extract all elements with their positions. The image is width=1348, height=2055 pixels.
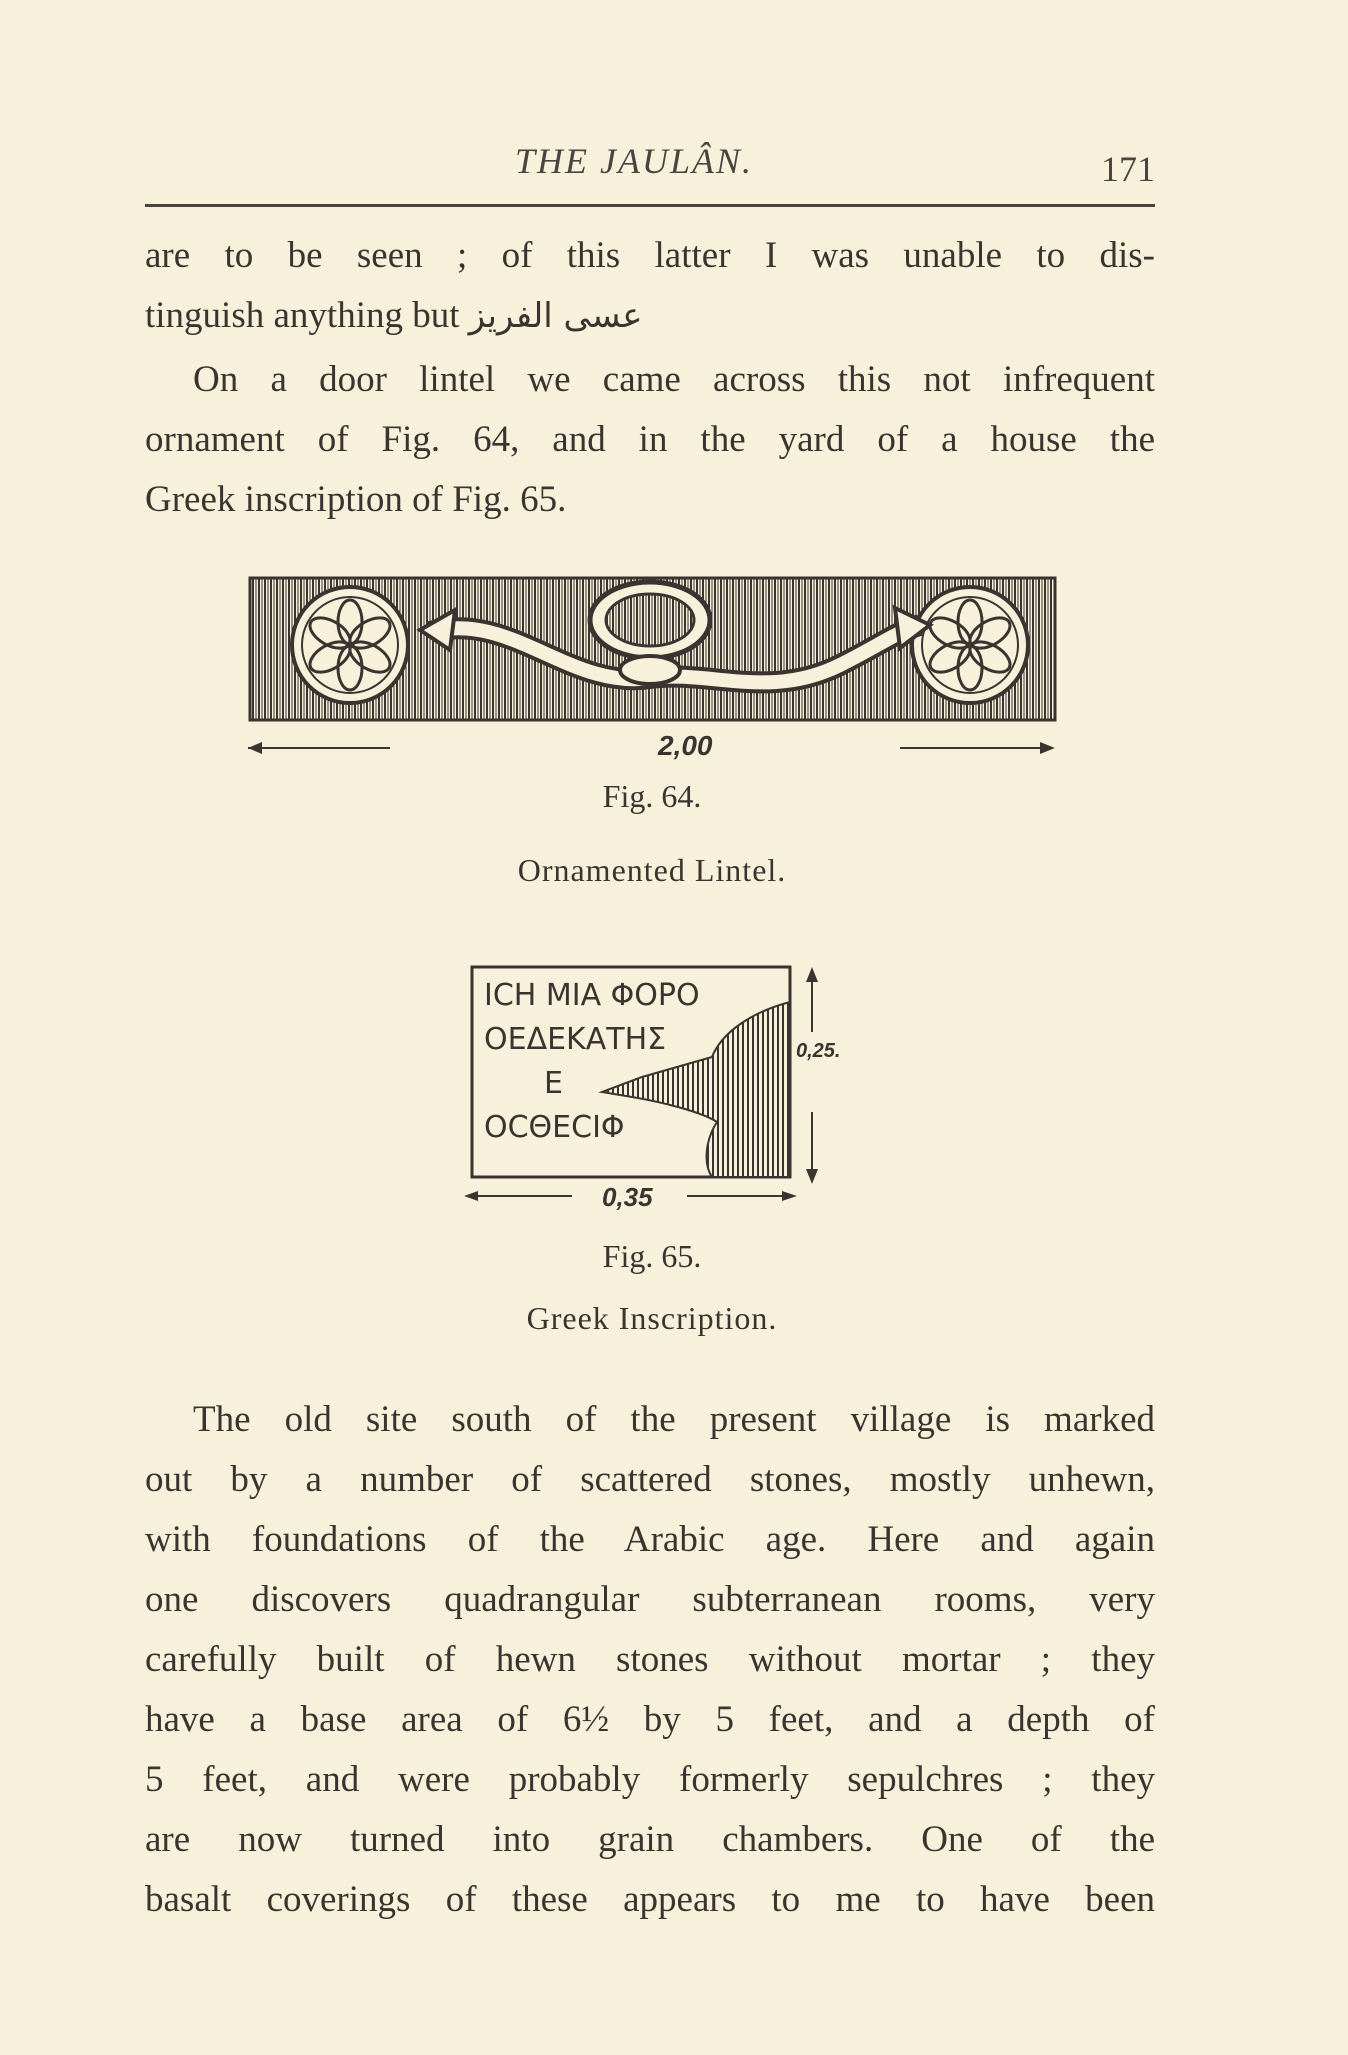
height-dimension-label: 0,25. xyxy=(796,1040,841,1062)
header-rule xyxy=(145,204,1155,207)
text-line: one discovers quadrangular subterranean rooms, very xyxy=(145,1579,1155,1620)
inscription-line: ΟΕΔΕΚΑΤΗΣ xyxy=(484,1022,667,1057)
figure-64-label: Fig. 64. xyxy=(602,778,702,814)
arabic-text: عسى الفريز xyxy=(468,296,643,336)
text-line: basalt coverings of these appears to me to have been xyxy=(145,1879,1155,1920)
text-line: with foundations of the Arabic age. Here and again xyxy=(145,1519,1155,1560)
figure-65 xyxy=(462,962,862,1212)
text-fragment: tinguish anything but xyxy=(145,295,460,336)
width-dimension-label: 0,35 xyxy=(602,1182,653,1212)
dimension-label: 2,00 xyxy=(658,730,713,761)
text-line: are to be seen ; of this latter I was unable to dis- xyxy=(145,235,1155,276)
paragraph-2 xyxy=(145,350,1155,530)
text-line: Greek inscription of Fig. 65. xyxy=(145,479,567,520)
text-line: ornament of Fig. 64, and in the yard of a house the xyxy=(145,419,1155,460)
width-dimension-arrow xyxy=(240,730,1070,770)
text-line: carefully built of hewn stones without mortar ; they xyxy=(145,1639,1155,1680)
paragraph-1 xyxy=(145,226,1155,346)
inscription-text xyxy=(484,974,700,1150)
text-line: have a base area of 6½ by 5 feet, and a depth of xyxy=(145,1699,1155,1740)
text-line: are now turned into grain chambers. One of the xyxy=(145,1819,1155,1860)
inscription-line: ΟCΘΕCΙΦ xyxy=(484,1110,625,1145)
running-title: THE JAULÂN. xyxy=(515,141,753,181)
text-line: 5 feet, and were probably formerly sepulchres ; they xyxy=(145,1759,1155,1800)
figure-64-caption: Ornamented Lintel. xyxy=(517,852,787,888)
inscription-line: ICH MIA ΦΟΡΟ xyxy=(484,978,700,1013)
inscription-line: Ε xyxy=(544,1066,563,1101)
text-line: On a door lintel we came across this not infrequent xyxy=(193,359,1155,400)
running-head xyxy=(145,140,1155,189)
text-line: The old site south of the present village is marked xyxy=(193,1399,1155,1440)
paragraph-3 xyxy=(145,1390,1155,1930)
figure-65-label: Fig. 65. xyxy=(602,1238,702,1274)
figure-65-caption: Greek Inscription. xyxy=(526,1300,778,1336)
page-number: 171 xyxy=(1101,149,1155,189)
text-line: out by a number of scattered stones, mostly unhewn, xyxy=(145,1459,1155,1500)
figure-64 xyxy=(240,570,1070,770)
text-line xyxy=(145,286,1155,346)
